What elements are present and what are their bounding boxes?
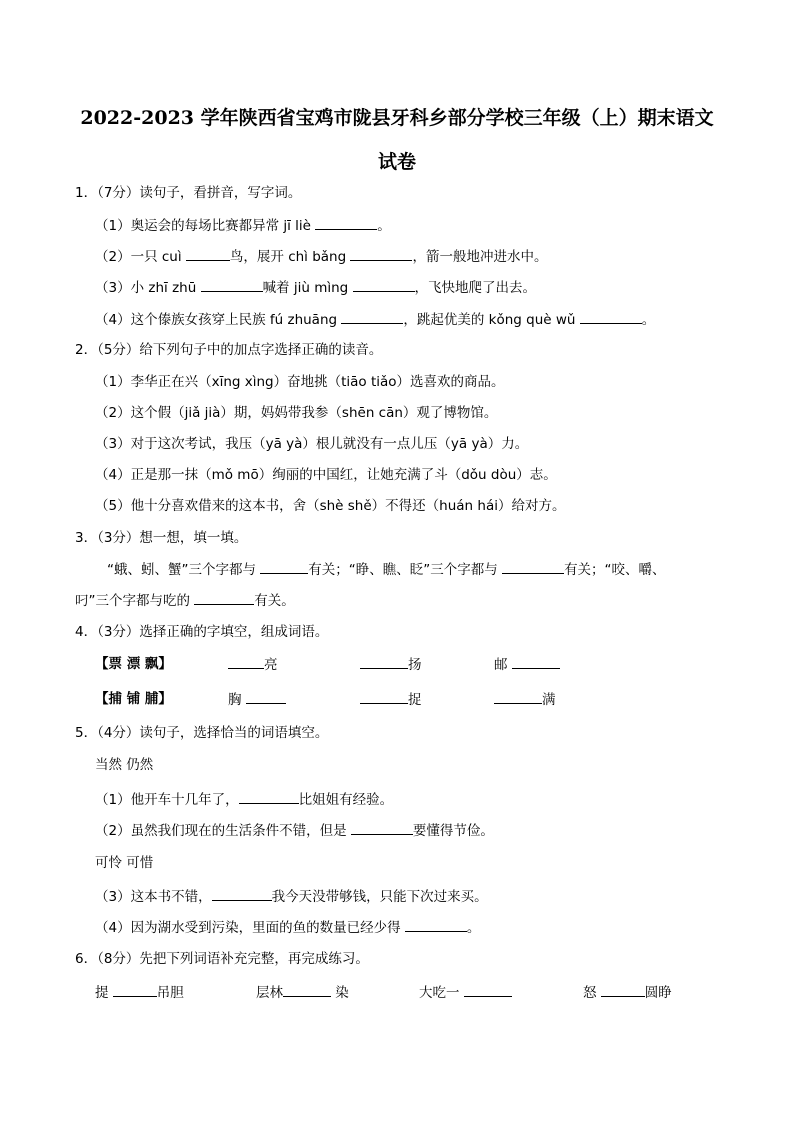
page-title-continued: 试卷 [377,151,416,173]
q5-s2-text: （2）虽然我们现在的生活条件不错，但是 [95,823,351,839]
q5-s4-text: （4）因为湖水受到污染，里面的鱼的数量已经少得 [95,920,405,936]
question-1-item-4 [95,309,655,330]
q1-s1-end: 。 [377,218,391,234]
answer-blank[interactable] [246,689,286,704]
q1-s3-text: （3）小 zhī zhū [95,280,201,296]
answer-blank[interactable] [360,654,408,669]
q6-w4-end: 圆睁 [644,985,672,1001]
q6-w1-start: 提 [95,985,113,1001]
q4-g2w1-text: 胸 [228,692,246,708]
q1-s2-text: （2）一只 cuì [95,249,186,265]
q4-group-2-word-3 [494,689,556,710]
q6-idiom-3 [419,982,512,1003]
q6-w2-end: 染 [331,985,349,1001]
q5-s1-end: 比姐姐有经验。 [298,792,394,808]
answer-blank[interactable] [228,654,264,669]
question-3-line-2 [75,590,295,611]
question-3-line-1 [107,559,666,580]
q1-s3-end: ，飞快地爬了出去。 [414,280,537,296]
q1-s2-end: ，箭一般地冲进水中。 [412,249,548,265]
q6-idiom-2 [256,982,349,1003]
q3-l1-mid: 有关；“睁、瞧、眨”三个字都与 [308,562,503,578]
answer-blank[interactable] [201,277,263,292]
q4-group-1-word-3 [494,654,560,675]
answer-blank[interactable] [512,654,560,669]
q4-group-2-chars: 【捕 铺 脯】 [95,691,172,707]
answer-blank[interactable] [601,982,645,997]
answer-blank[interactable] [283,982,331,997]
q1-s4-end: 。 [641,312,656,328]
answer-blank[interactable] [494,689,542,704]
answer-blank[interactable] [194,590,254,605]
q5-s2-end: 要懂得节俭。 [412,823,494,839]
answer-blank[interactable] [239,789,299,804]
q5-s1-text: （1）他开车十几年了， [95,792,239,808]
q6-idiom-1 [95,982,184,1003]
page-title: 2022-2023 学年陕西省宝鸡市陇县牙科乡部分学校三年级（上）期末语文 [80,107,714,129]
q4-g2w3-text: 满 [542,692,556,708]
answer-blank[interactable] [351,820,413,835]
answer-blank[interactable] [350,246,412,261]
q1-s3-mid: 喊着 jiù mìng [262,280,353,296]
q5-word-options-2: 可怜 可惜 [95,855,154,871]
q4-group-2-word-1 [228,689,286,710]
q1-s4-text: （4）这个傣族女孩穿上民族 fú zhuāng [95,312,342,328]
question-2-item-4: （4）正是那一抹（mǒ mō）绚丽的中国红，让她充满了斗（dǒu dòu）志。 [95,467,557,483]
q4-group-1-chars: 【票 漂 飘】 [95,656,172,672]
question-2-item-2: （2）这个假（jiǎ jià）期，妈妈带我参（shēn cān）观了博物馆。 [95,405,498,421]
answer-blank[interactable] [360,689,408,704]
q6-w3-start: 大吃一 [419,985,464,1001]
question-1-item-1 [95,215,391,236]
question-4-heading: 4．（3分）选择正确的字填空，组成词语。 [75,624,329,640]
q3-l1-text: “蛾、蚓、蟹”三个字都与 [107,562,261,578]
answer-blank[interactable] [212,886,272,901]
question-1-item-2 [95,246,547,267]
answer-blank[interactable] [315,215,377,230]
q6-w1-end: 吊胆 [156,985,184,1001]
question-1-heading: 1．（7分）读句子，看拼音，写字词。 [75,185,302,201]
answer-blank[interactable] [260,559,308,574]
question-5-item-4 [95,917,480,938]
question-5-item-2 [95,820,494,841]
answer-blank[interactable] [580,309,642,324]
q4-g1w2-text: 扬 [408,657,422,673]
q4-g1w3-text: 邮 [494,657,512,673]
q4-group-2-word-2 [360,689,422,710]
question-6-heading: 6．（8分）先把下列词语补充完整，再完成练习。 [75,951,369,967]
q3-l2-text: 叼”三个字都与吃的 [75,593,195,609]
question-3-heading: 3．（3分）想一想，填一填。 [75,530,248,546]
question-2-item-1: （1）李华正在兴（xīng xìng）奋地挑（tiāo tiǎo）选喜欢的商品。 [95,374,505,390]
q4-group-1-word-1 [228,654,278,675]
answer-blank[interactable] [405,917,467,932]
q4-group-1-word-2 [360,654,422,675]
q4-g1w1-text: 亮 [264,657,278,673]
question-5-item-3 [95,886,488,907]
q3-l1-end: 有关；“咬、嚼、 [564,562,666,578]
q1-s4-mid: ，跳起优美的 kǒng què wǔ [403,312,580,328]
question-5-item-1 [95,789,393,810]
question-2-item-5: （5）他十分喜欢借来的这本书，舍（shè shě）不得还（huán hái）给对方。 [95,498,566,514]
q5-s4-end: 。 [466,920,481,936]
question-1-item-3 [95,277,536,298]
question-5-heading: 5．（4分）读句子，选择恰当的词语填空。 [75,725,329,741]
answer-blank[interactable] [341,309,403,324]
q3-l2-end: 有关。 [254,593,295,609]
q4-g2w2-text: 捉 [408,692,422,708]
answer-blank[interactable] [353,277,415,292]
question-2-item-3: （3）对于这次考试，我压（yā yà）根儿就没有一点儿压（yā yà）力。 [95,436,529,452]
q6-idiom-4 [583,982,672,1003]
answer-blank[interactable] [464,982,512,997]
question-2-heading: 2．（5分）给下列句子中的加点字选择正确的读音。 [75,342,383,358]
q6-w2-start: 层林 [256,985,283,1001]
q5-s3-end: 我今天没带够钱，只能下次过来买。 [271,889,488,905]
q1-s1-text: （1）奥运会的每场比赛都异常 jī liè [95,218,316,234]
answer-blank[interactable] [113,982,157,997]
q6-w4-start: 怒 [583,985,601,1001]
q5-word-options-1: 当然 仍然 [95,757,154,773]
q5-s3-text: （3）这本书不错， [95,889,212,905]
q1-s2-mid: 鸟，展开 chì bǎng [229,249,351,265]
answer-blank[interactable] [186,246,230,261]
answer-blank[interactable] [502,559,564,574]
